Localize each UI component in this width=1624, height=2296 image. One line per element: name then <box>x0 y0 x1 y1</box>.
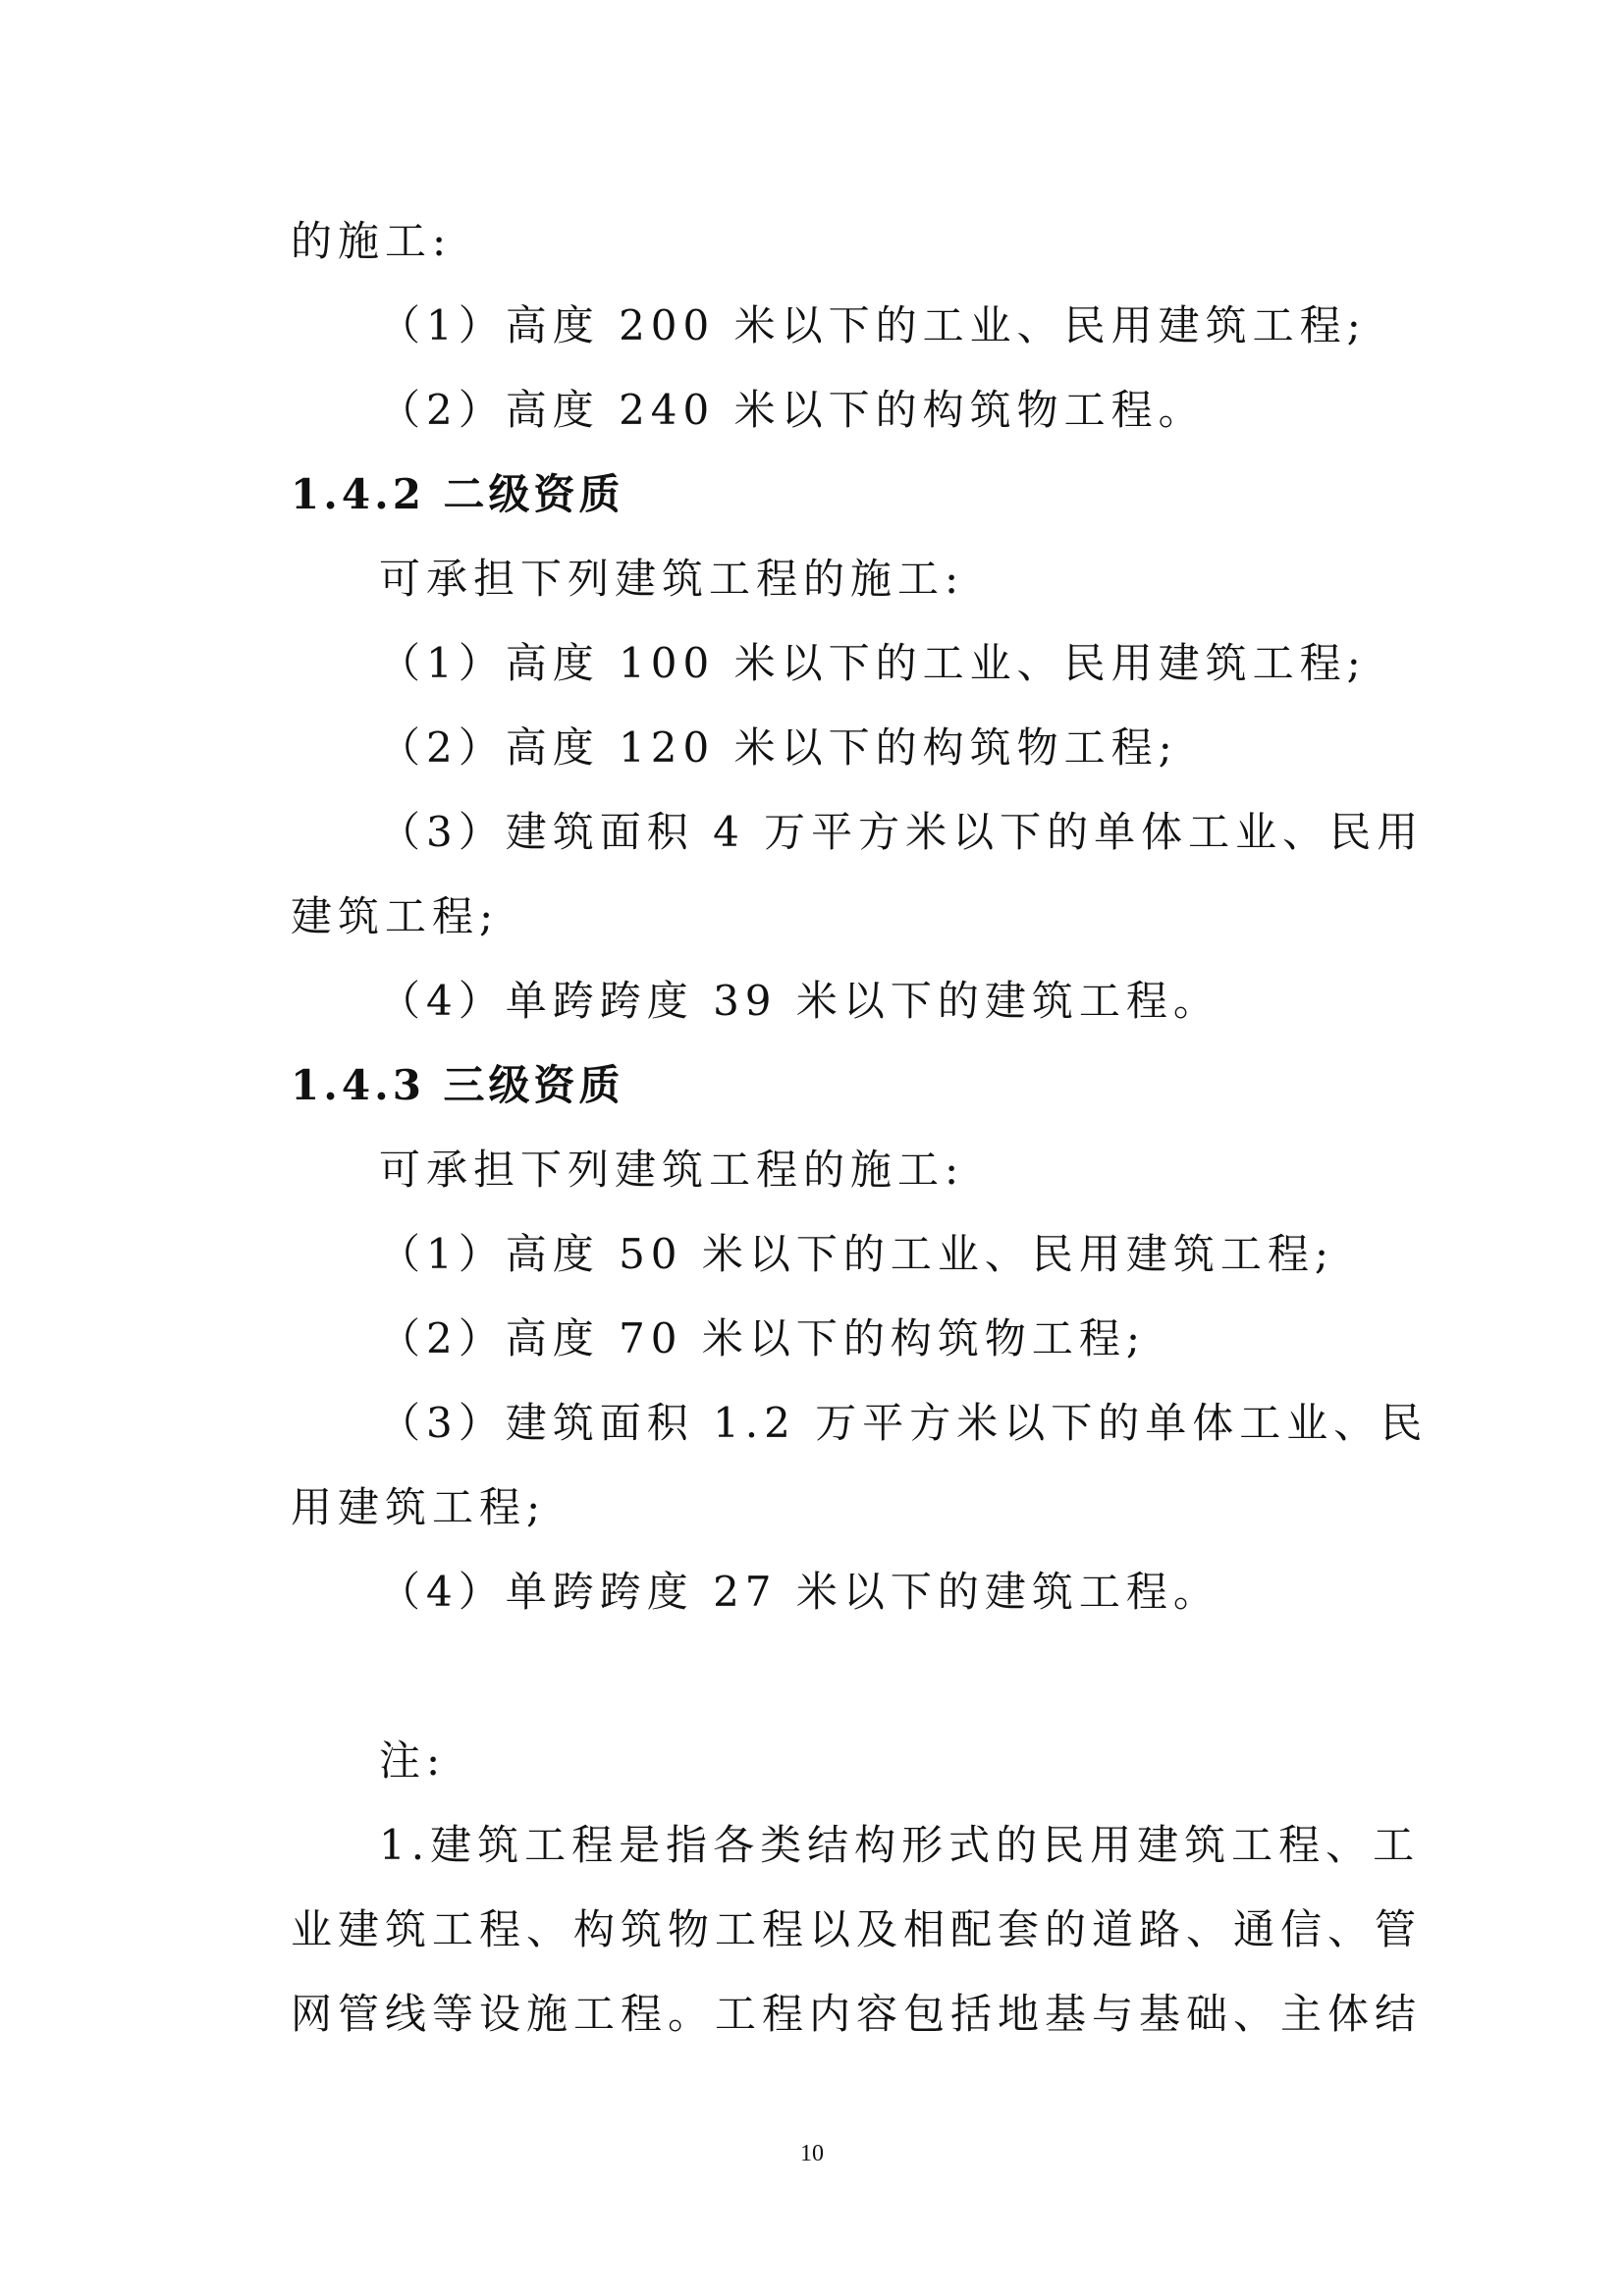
note-paragraph-line-3: 网管线等设施工程。工程内容包括地基与基础、主体结 <box>291 1990 1423 2038</box>
intro-line: 可承担下列建筑工程的施工: <box>379 555 965 603</box>
list-item-height-70: （2）高度 70 米以下的构筑物工程; <box>379 1314 1147 1362</box>
note-paragraph-line-2: 业建筑工程、构筑物工程以及相配套的道路、通信、管 <box>291 1905 1423 1953</box>
list-item-area-1-2-cont: 用建筑工程; <box>291 1483 547 1531</box>
list-item-height-240: （2）高度 240 米以下的构筑物工程。 <box>379 386 1206 434</box>
continuation-line: 的施工: <box>291 217 453 265</box>
list-item-height-50: （1）高度 50 米以下的工业、民用建筑工程; <box>379 1230 1335 1278</box>
note-paragraph-line-1: 1.建筑工程是指各类结构形式的民用建筑工程、工 <box>379 1821 1421 1869</box>
intro-line: 可承担下列建筑工程的施工: <box>379 1146 965 1194</box>
list-item-span-39: （4）单跨跨度 39 米以下的建筑工程。 <box>379 977 1220 1025</box>
note-label: 注: <box>379 1736 447 1785</box>
list-item-area-4-cont: 建筑工程; <box>291 892 500 940</box>
list-item-span-27: （4）单跨跨度 27 米以下的建筑工程。 <box>379 1568 1220 1616</box>
list-item-height-120: （2）高度 120 米以下的构筑物工程; <box>379 723 1178 772</box>
list-item-area-4: （3）建筑面积 4 万平方米以下的单体工业、民用 <box>379 808 1425 856</box>
list-item-height-100: （1）高度 100 米以下的工业、民用建筑工程; <box>379 639 1367 687</box>
list-item-height-200: （1）高度 200 米以下的工业、民用建筑工程; <box>379 301 1367 349</box>
section-heading-1-4-2: 1.4.2 二级资质 <box>291 470 624 518</box>
list-item-area-1-2: （3）建筑面积 1.2 万平方米以下的单体工业、民 <box>379 1399 1429 1447</box>
section-heading-1-4-3: 1.4.3 三级资质 <box>291 1061 624 1109</box>
page-number: 10 <box>800 2141 824 2166</box>
